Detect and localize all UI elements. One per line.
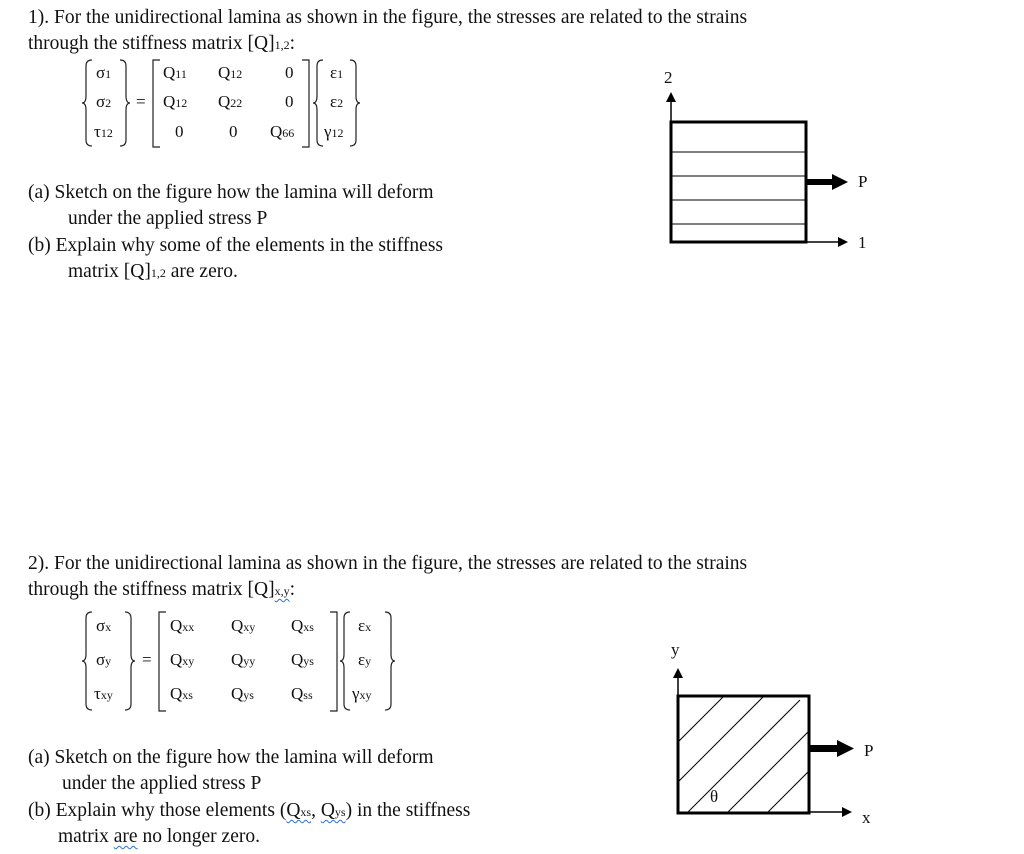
q2-eps-x: εx	[358, 616, 372, 635]
q1-axis-1-label: 1	[858, 233, 867, 252]
q2-intro-line2: through the stiffness matrix [Q]x,y:	[28, 579, 296, 600]
q2-axis-x-arrowhead	[842, 807, 852, 817]
q2-matrix-qyy: Qyy	[231, 650, 256, 669]
q2-sigma-x: σx	[96, 616, 112, 635]
q2-axis-x-label: x	[862, 808, 871, 827]
q1-matrix-q11: Q11	[163, 63, 187, 82]
q1-equals: =	[136, 92, 146, 111]
q2-eps-y: εy	[358, 650, 372, 669]
q1-axis-2-label: 2	[664, 68, 673, 87]
q1-matrix-q12: Q12	[218, 63, 243, 82]
q1-sigma-1: σ1	[96, 63, 112, 82]
q2-intro-line1: 2). For the unidirectional lamina as shown in the figure, the stresses are related to the strains	[28, 553, 748, 574]
q2-part-b-line2: matrix are no longer zero.	[58, 826, 260, 847]
q1-part-b-line1: (b) Explain why some of the elements in the stiffness	[28, 235, 444, 256]
q2-load-arrowhead	[837, 740, 854, 757]
q2-part-a-line2: under the applied stress P	[62, 773, 262, 794]
q1-matrix-q22: Q22	[218, 92, 243, 111]
q2-lamina-rect	[678, 696, 809, 813]
q2-axis-y-arrowhead	[673, 668, 683, 678]
q2-axis-y-label: y	[671, 640, 680, 659]
q1-matrix-r2c0: 0	[175, 122, 184, 141]
q1-matrix-r0c2: 0	[285, 63, 294, 82]
q2-gamma-xy: γxy	[352, 684, 372, 703]
q2-load-label: P	[864, 741, 874, 760]
q2-part-b-line1: (b) Explain why those elements (Qxs, Qys) in the stiffness	[28, 800, 471, 821]
q1-load-label: P	[858, 172, 868, 191]
q2-matrix-qss: Qss	[291, 684, 313, 703]
q2-matrix-qys-b: Qys	[231, 684, 254, 703]
q2-angle-theta: θ	[710, 787, 719, 806]
q1-part-b-line2: matrix [Q]1,2 are zero.	[68, 261, 238, 282]
q1-part-a-line2: under the applied stress P	[68, 208, 268, 229]
q2-tau-xy: τxy	[94, 684, 113, 703]
q1-intro-line2: through the stiffness matrix [Q]1,2:	[28, 33, 296, 54]
q2-matrix-qxy: Qxy	[231, 616, 256, 635]
q1-matrix-r2c1: 0	[229, 122, 238, 141]
q2-matrix-qys: Qys	[291, 650, 314, 669]
q1-part-a-line1: (a) Sketch on the figure how the lamina will deform	[28, 182, 434, 203]
q2-equals: =	[142, 650, 152, 669]
q1-eps-1: ε1	[330, 63, 344, 82]
q1-matrix-q12b: Q12	[163, 92, 188, 111]
q1-sigma-2: σ2	[96, 92, 112, 111]
q2-matrix-qxs-b: Qxs	[170, 684, 193, 703]
q1-tau-12: τ12	[94, 122, 113, 141]
q2-part-a-line1: (a) Sketch on the figure how the lamina will deform	[28, 747, 434, 768]
q2-matrix-qxs: Qxs	[291, 616, 314, 635]
q1-matrix-q66: Q66	[270, 122, 295, 141]
q1-gamma-12: γ12	[324, 122, 344, 141]
q1-intro-line1: 1). For the unidirectional lamina as shown in the figure, the stresses are related to the strains	[28, 7, 748, 28]
q1-matrix-r1c2: 0	[285, 92, 294, 111]
q2-matrix-qxx: Qxx	[170, 616, 195, 635]
q1-eps-2: ε2	[330, 92, 344, 111]
q2-load-arrow-shaft	[809, 745, 839, 752]
q2-sigma-y: σy	[96, 650, 112, 669]
q2-matrix-qxy-b: Qxy	[170, 650, 195, 669]
